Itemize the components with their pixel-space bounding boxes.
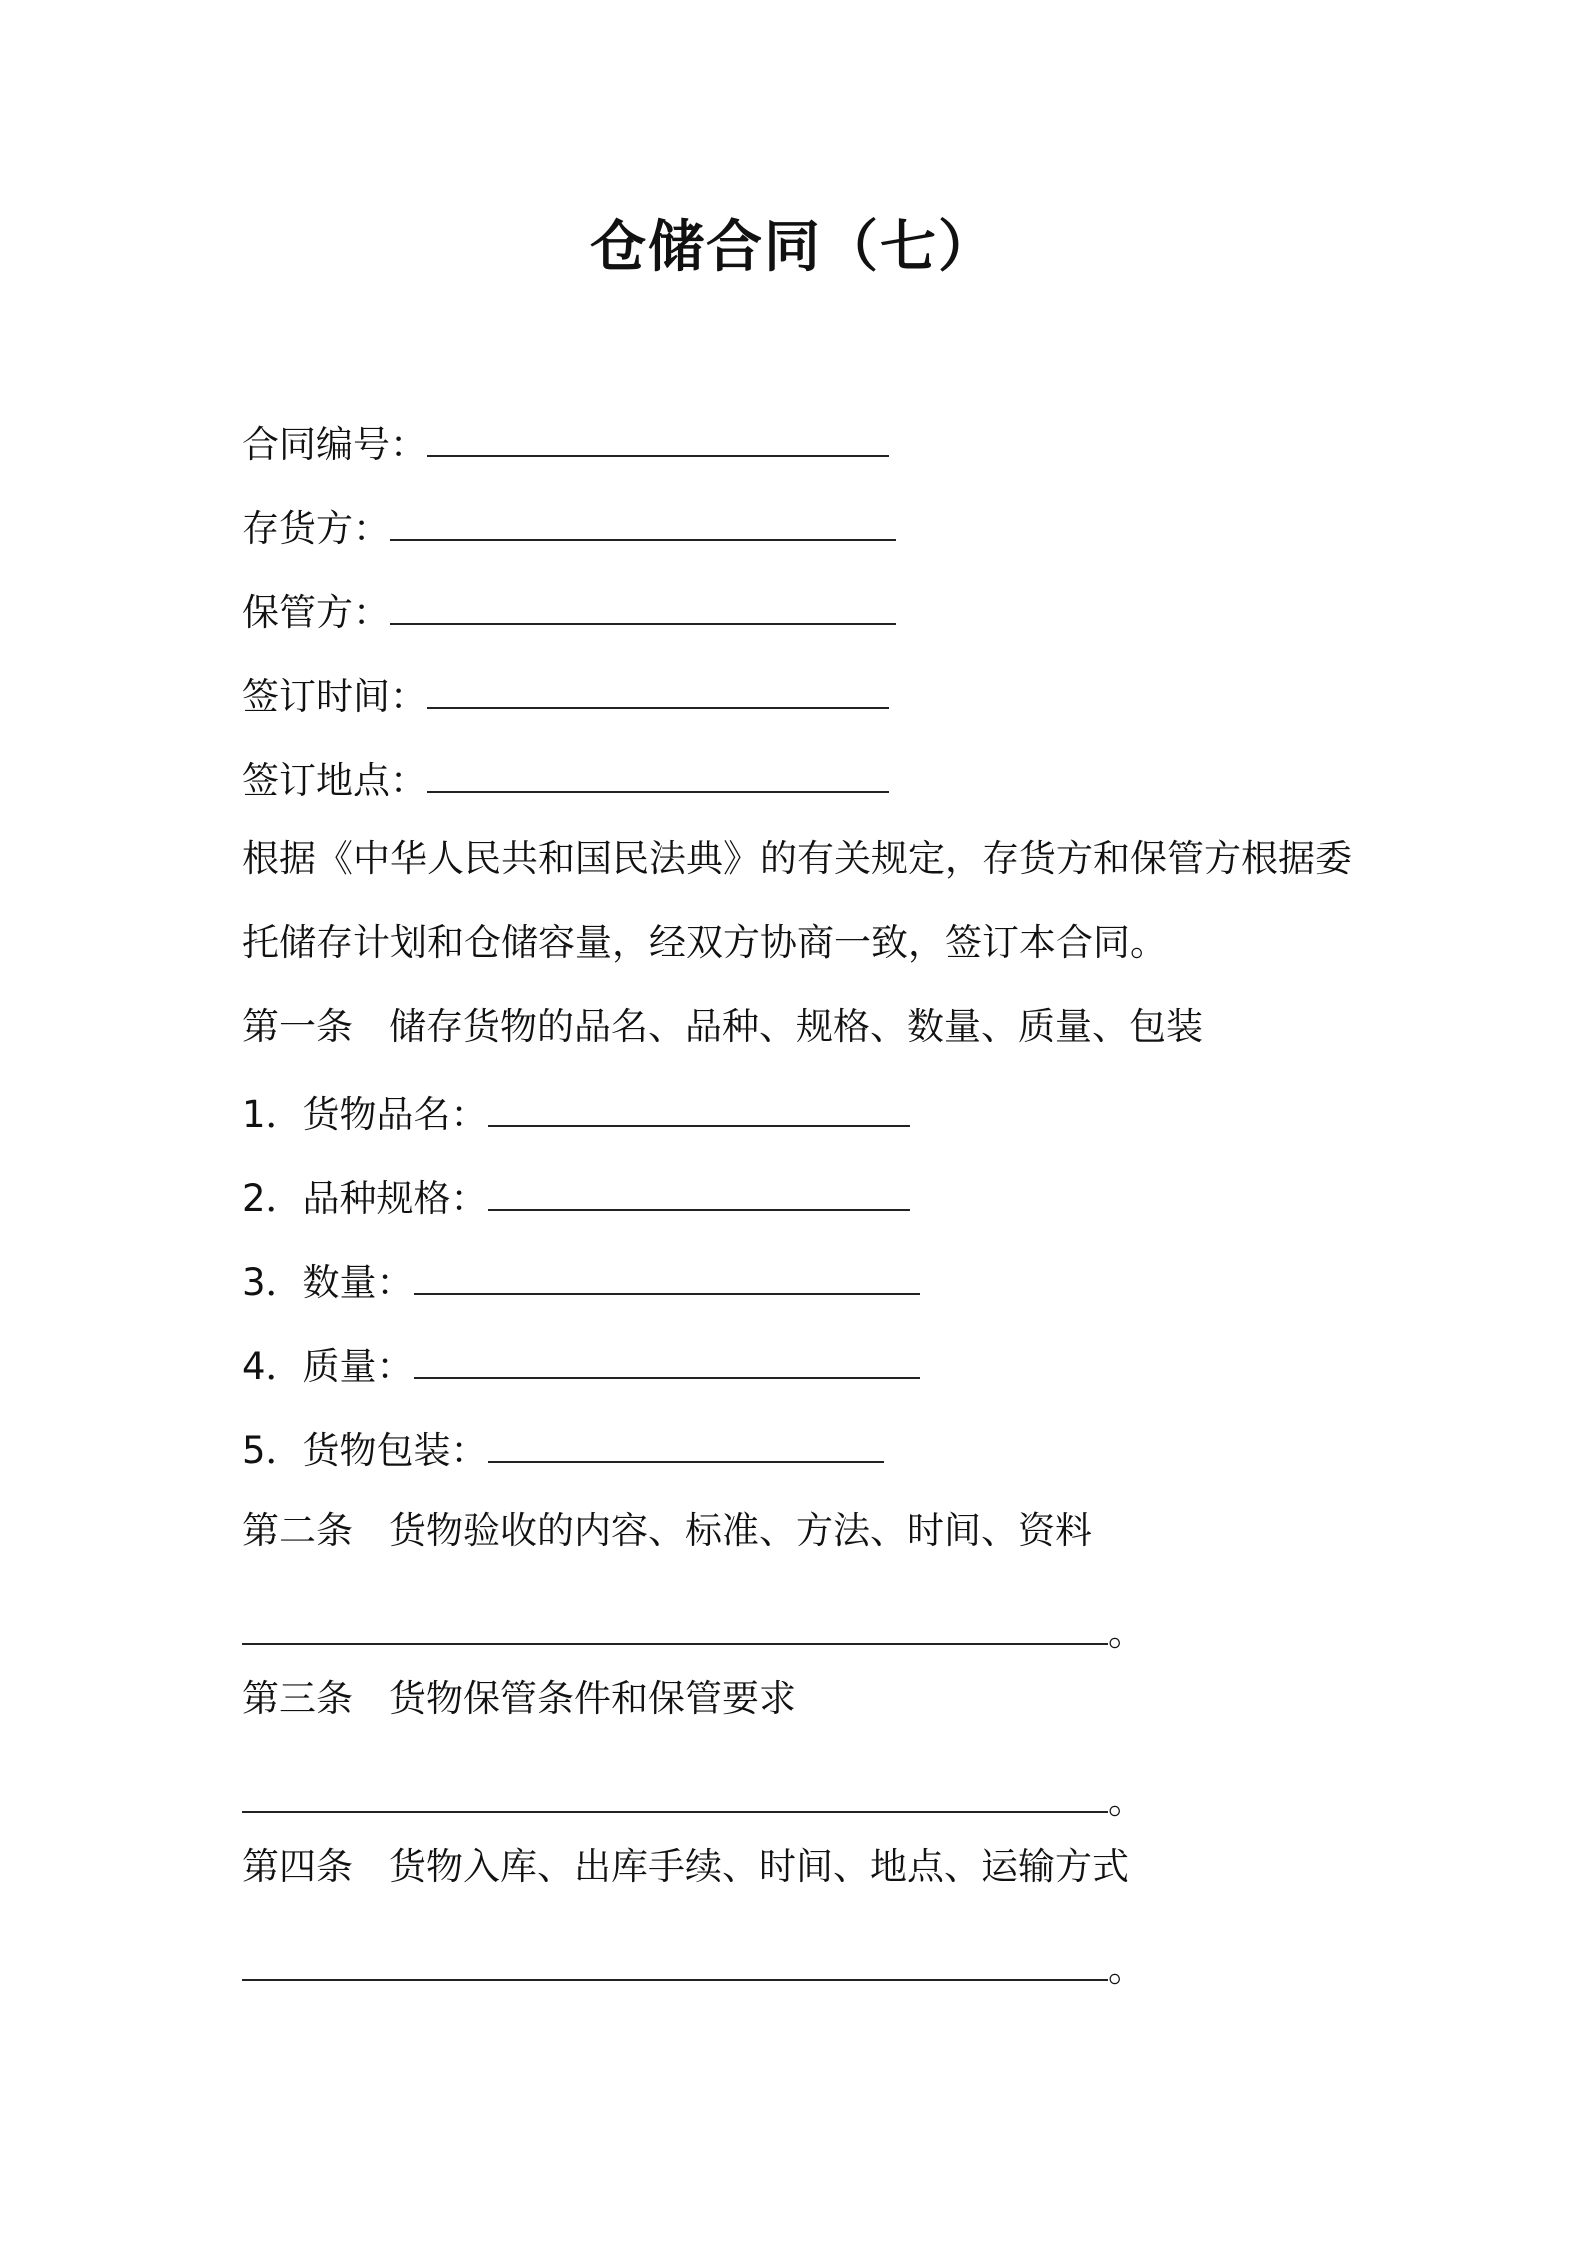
article-3-heading xyxy=(242,1673,796,1725)
article-2-blank[interactable] xyxy=(242,1603,1108,1645)
contract-number-label: 合同编号： xyxy=(242,423,427,466)
contract-number-blank[interactable] xyxy=(427,415,889,457)
article-3-blank[interactable] xyxy=(242,1771,1108,1813)
article-2-title: 货物验收的内容、标准、方法、时间、资料 xyxy=(389,1509,1092,1552)
article-2-fill-line xyxy=(242,1603,1145,1659)
quality-label: 4．质量： xyxy=(242,1345,414,1388)
packaging-blank[interactable] xyxy=(488,1421,884,1463)
article-3-fill-line xyxy=(242,1771,1145,1827)
variety-spec-label: 2．品种规格： xyxy=(242,1177,488,1220)
article-4-heading xyxy=(242,1841,1129,1893)
preamble-line-2: 托储存计划和仓储容量，经双方协商一致，签订本合同。 xyxy=(242,921,1167,964)
article-3-title: 货物保管条件和保管要求 xyxy=(389,1677,796,1720)
custodian-blank[interactable] xyxy=(390,583,896,625)
depositor-label: 存货方： xyxy=(242,507,390,550)
signing-place-blank[interactable] xyxy=(427,751,889,793)
signing-date-label: 签订时间： xyxy=(242,675,427,718)
goods-name-field xyxy=(242,1085,910,1141)
document-title: 仓储合同（七） xyxy=(590,215,996,280)
article-4-blank[interactable] xyxy=(242,1939,1108,1981)
variety-spec-field xyxy=(242,1169,910,1225)
article-4-title: 货物入库、出库手续、时间、地点、运输方式 xyxy=(389,1845,1129,1888)
depositor-field xyxy=(242,499,896,555)
article-1-number: 第一条 xyxy=(242,1005,353,1048)
article-1-heading xyxy=(242,1001,1203,1053)
custodian-label: 保管方： xyxy=(242,591,390,634)
signing-place-field xyxy=(242,751,889,807)
goods-name-blank[interactable] xyxy=(488,1085,910,1127)
article-1-title: 储存货物的品名、品种、规格、数量、质量、包装 xyxy=(389,1005,1203,1048)
quality-blank[interactable] xyxy=(414,1337,920,1379)
packaging-field xyxy=(242,1421,884,1477)
signing-date-field xyxy=(242,667,889,723)
quality-field xyxy=(242,1337,920,1393)
article-2-period: 。 xyxy=(1108,1611,1145,1654)
article-3-period: 。 xyxy=(1108,1779,1145,1822)
variety-spec-blank[interactable] xyxy=(488,1169,910,1211)
article-4-fill-line xyxy=(242,1939,1145,1995)
goods-name-label: 1．货物品名： xyxy=(242,1093,488,1136)
contract-number-field xyxy=(242,415,889,471)
quantity-blank[interactable] xyxy=(414,1253,920,1295)
article-3-number: 第三条 xyxy=(242,1677,353,1720)
signing-place-label: 签订地点： xyxy=(242,759,427,802)
quantity-field xyxy=(242,1253,920,1309)
article-2-number: 第二条 xyxy=(242,1509,353,1552)
packaging-label: 5．货物包装： xyxy=(242,1429,488,1472)
article-4-period: 。 xyxy=(1108,1947,1145,1990)
depositor-blank[interactable] xyxy=(390,499,896,541)
signing-date-blank[interactable] xyxy=(427,667,889,709)
quantity-label: 3．数量： xyxy=(242,1261,414,1304)
preamble-line-1: 根据《中华人民共和国民法典》的有关规定，存货方和保管方根据委 xyxy=(242,837,1352,880)
article-4-number: 第四条 xyxy=(242,1845,353,1888)
article-2-heading xyxy=(242,1505,1092,1557)
custodian-field xyxy=(242,583,896,639)
